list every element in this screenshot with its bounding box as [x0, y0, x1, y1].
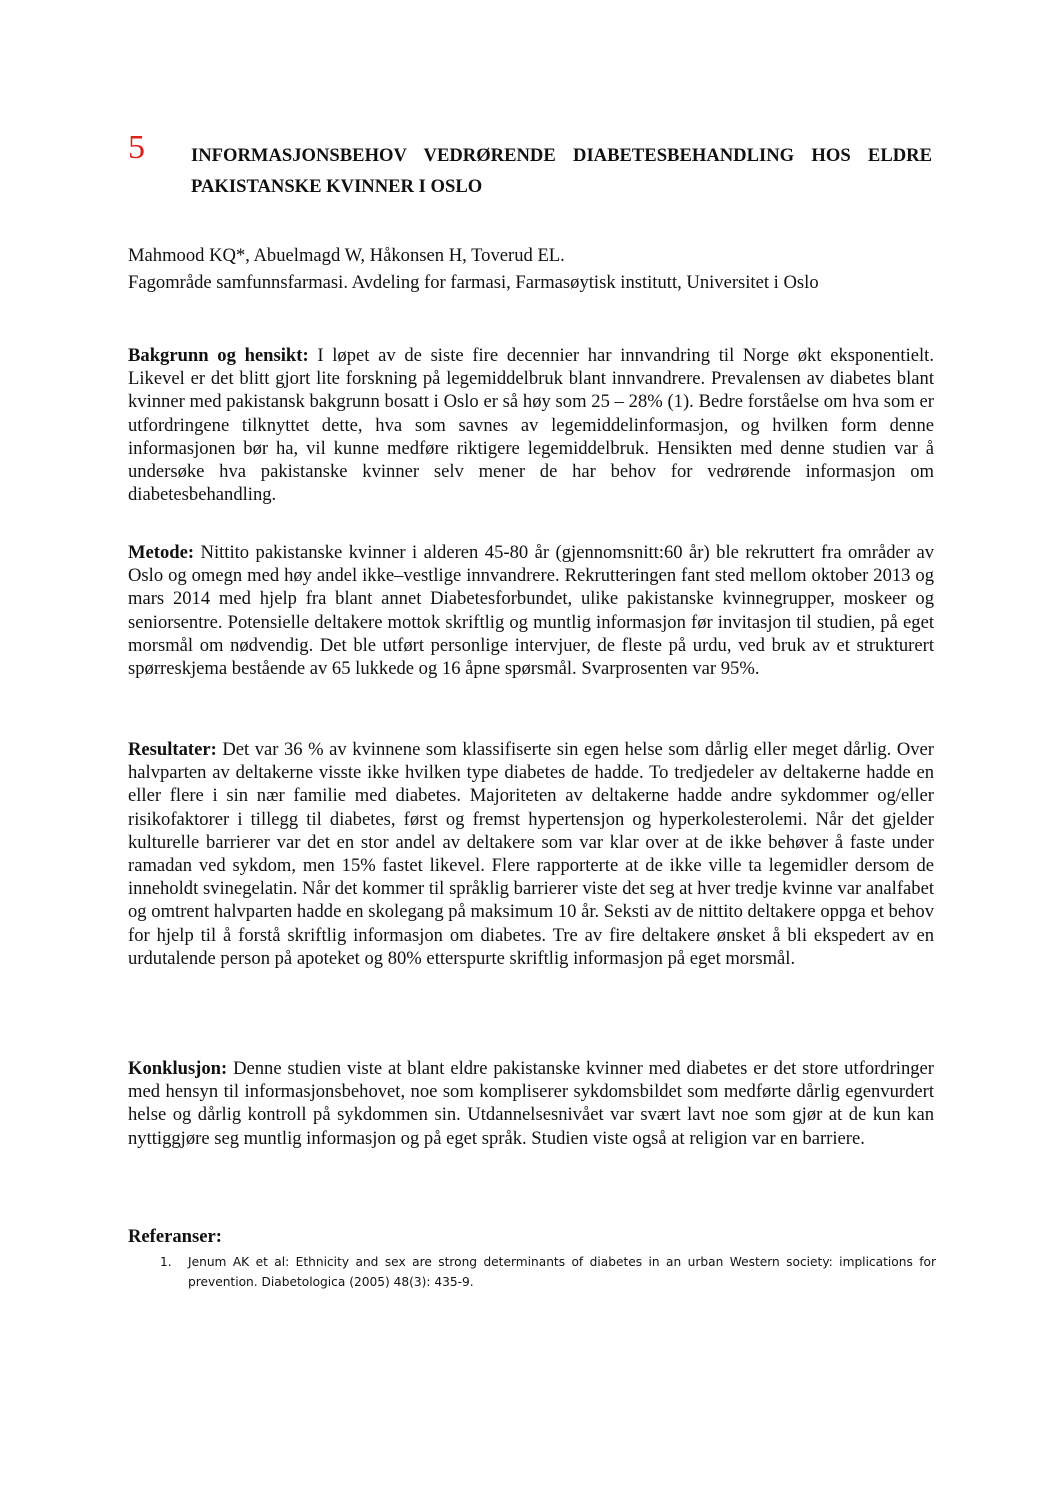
- references-heading: Referanser:: [128, 1226, 222, 1247]
- reference-text: Jenum AK et al: Ethnicity and sex are strong determinants of diabetes in an urban Western society: implications for prevention. Diabetologica (2005) 48(3): 435-9.: [188, 1255, 936, 1289]
- section-results: [128, 738, 934, 970]
- chapter-number: 5: [128, 129, 145, 166]
- section-text: Nittito pakistanske kvinner i alderen 45-80 år (gjennomsnitt:60 år) ble rekruttert fra områder av Oslo og omegn med høy andel ikke–vestlige innvandrere. Rekrutteringen fant sted mellom oktober 2013 og mars 2014 med hjelp fra blant annet Diabetesforbundet, ulike pakistanske kvinnegrupper, moskeer og seniorsentre. Potensielle deltakere mottok skriftlig og muntlig informasjon før invitasjon til studien, på eget morsmål om nødvendig. Det ble utført personlige intervjuer, de fleste på urdu, ved bruk av et strukturert spørreskjema bestående av 65 lukkede og 16 åpne spørsmål. Svarprosenten var 95%.: [128, 542, 934, 680]
- reference-number: 1.: [160, 1255, 172, 1269]
- reference-item: [160, 1252, 936, 1292]
- section-method: [128, 541, 934, 680]
- section-label: Metode:: [128, 542, 195, 563]
- section-text: Det var 36 % av kvinnene som klassifiserte sin egen helse som dårlig eller meget dårlig. Over halvparten av deltakerne visste ikke hvilken type diabetes de hadde. To tredjedeler av deltakerne hadde en eller flere i sin nær familie med diabetes. Majoriteten av deltakerne hadde andre sykdommer og/eller risikofaktorer i tillegg til diabetes, først og fremst hypertensjon og hyperkolesterolemi. Når det gjelder kulturelle barrierer var det en stor andel av deltakere som var klar over at de ikke behøver å faste under ramadan ved sykdom, men 15% fastet likevel. Flere rapporterte at de ikke ville ta legemidler dersom de inneholdt svinegelatin. Når det kommer til språklig barrierer viste det seg at hver tredje kvinne var analfabet og omtrent halvparten hadde en skolegang på maksimum 10 år. Seksti av de nittito deltakere oppga et behov for hjelp til å forstå skriftlig informasjon om diabetes. Tre av fire deltakere ønsket å bli ekspedert av en urdutalende person på apoteket og 80% etterspurte skriftlig informasjon på eget morsmål.: [128, 739, 934, 969]
- author-block: [128, 242, 928, 296]
- page-title: INFORMASJONSBEHOV VEDRØRENDE DIABETESBEHANDLING HOS ELDRE PAKISTANSKE KVINNER I OSLO: [191, 145, 932, 197]
- section-conclusion: [128, 1057, 934, 1150]
- section-label: Bakgrunn og hensikt:: [128, 345, 309, 366]
- author-list: Mahmood KQ*, Abuelmagd W, Håkonsen H, Toverud EL.: [128, 245, 565, 266]
- section-background: [128, 344, 934, 506]
- section-text: Denne studien viste at blant eldre pakistanske kvinner med diabetes er det store utfordringer med hensyn til informasjonsbehovet, noe som kompliserer sykdomsbildet som medførte dårlig egenvurdert helse og dårlig kontroll på sykdommen sin. Utdannelsesnivået var svært lavt noe som gjør at de kun kan nyttiggjøre seg muntlig informasjon og på eget språk. Studien viste også at religion var en barriere.: [128, 1058, 934, 1149]
- affiliation: Fagområde samfunnsfarmasi. Avdeling for farmasi, Farmasøytisk institutt, Universitet i Oslo: [128, 272, 819, 293]
- section-label: Konklusjon:: [128, 1058, 228, 1079]
- section-text: I løpet av de siste fire decennier har innvandring til Norge økt eksponentielt. Likevel er det blitt gjort lite forskning på legemiddelbruk blant innvandrere. Prevalensen av diabetes blant kvinner med pakistansk bakgrunn bosatt i Oslo er så høy som 25 – 28% (1). Bedre forståelse om hva som er utfordringene tilknyttet dette, hva som savnes av legemiddelinformasjon, og hvilken form denne informasjonen bør ha, vil kunne medføre riktigere legemiddelbruk. Hensikten med denne studien var å undersøke hva pakistanske kvinner selv mener de har behov for vedrørende informasjon om diabetesbehandling.: [128, 345, 934, 506]
- section-label: Resultater:: [128, 739, 217, 760]
